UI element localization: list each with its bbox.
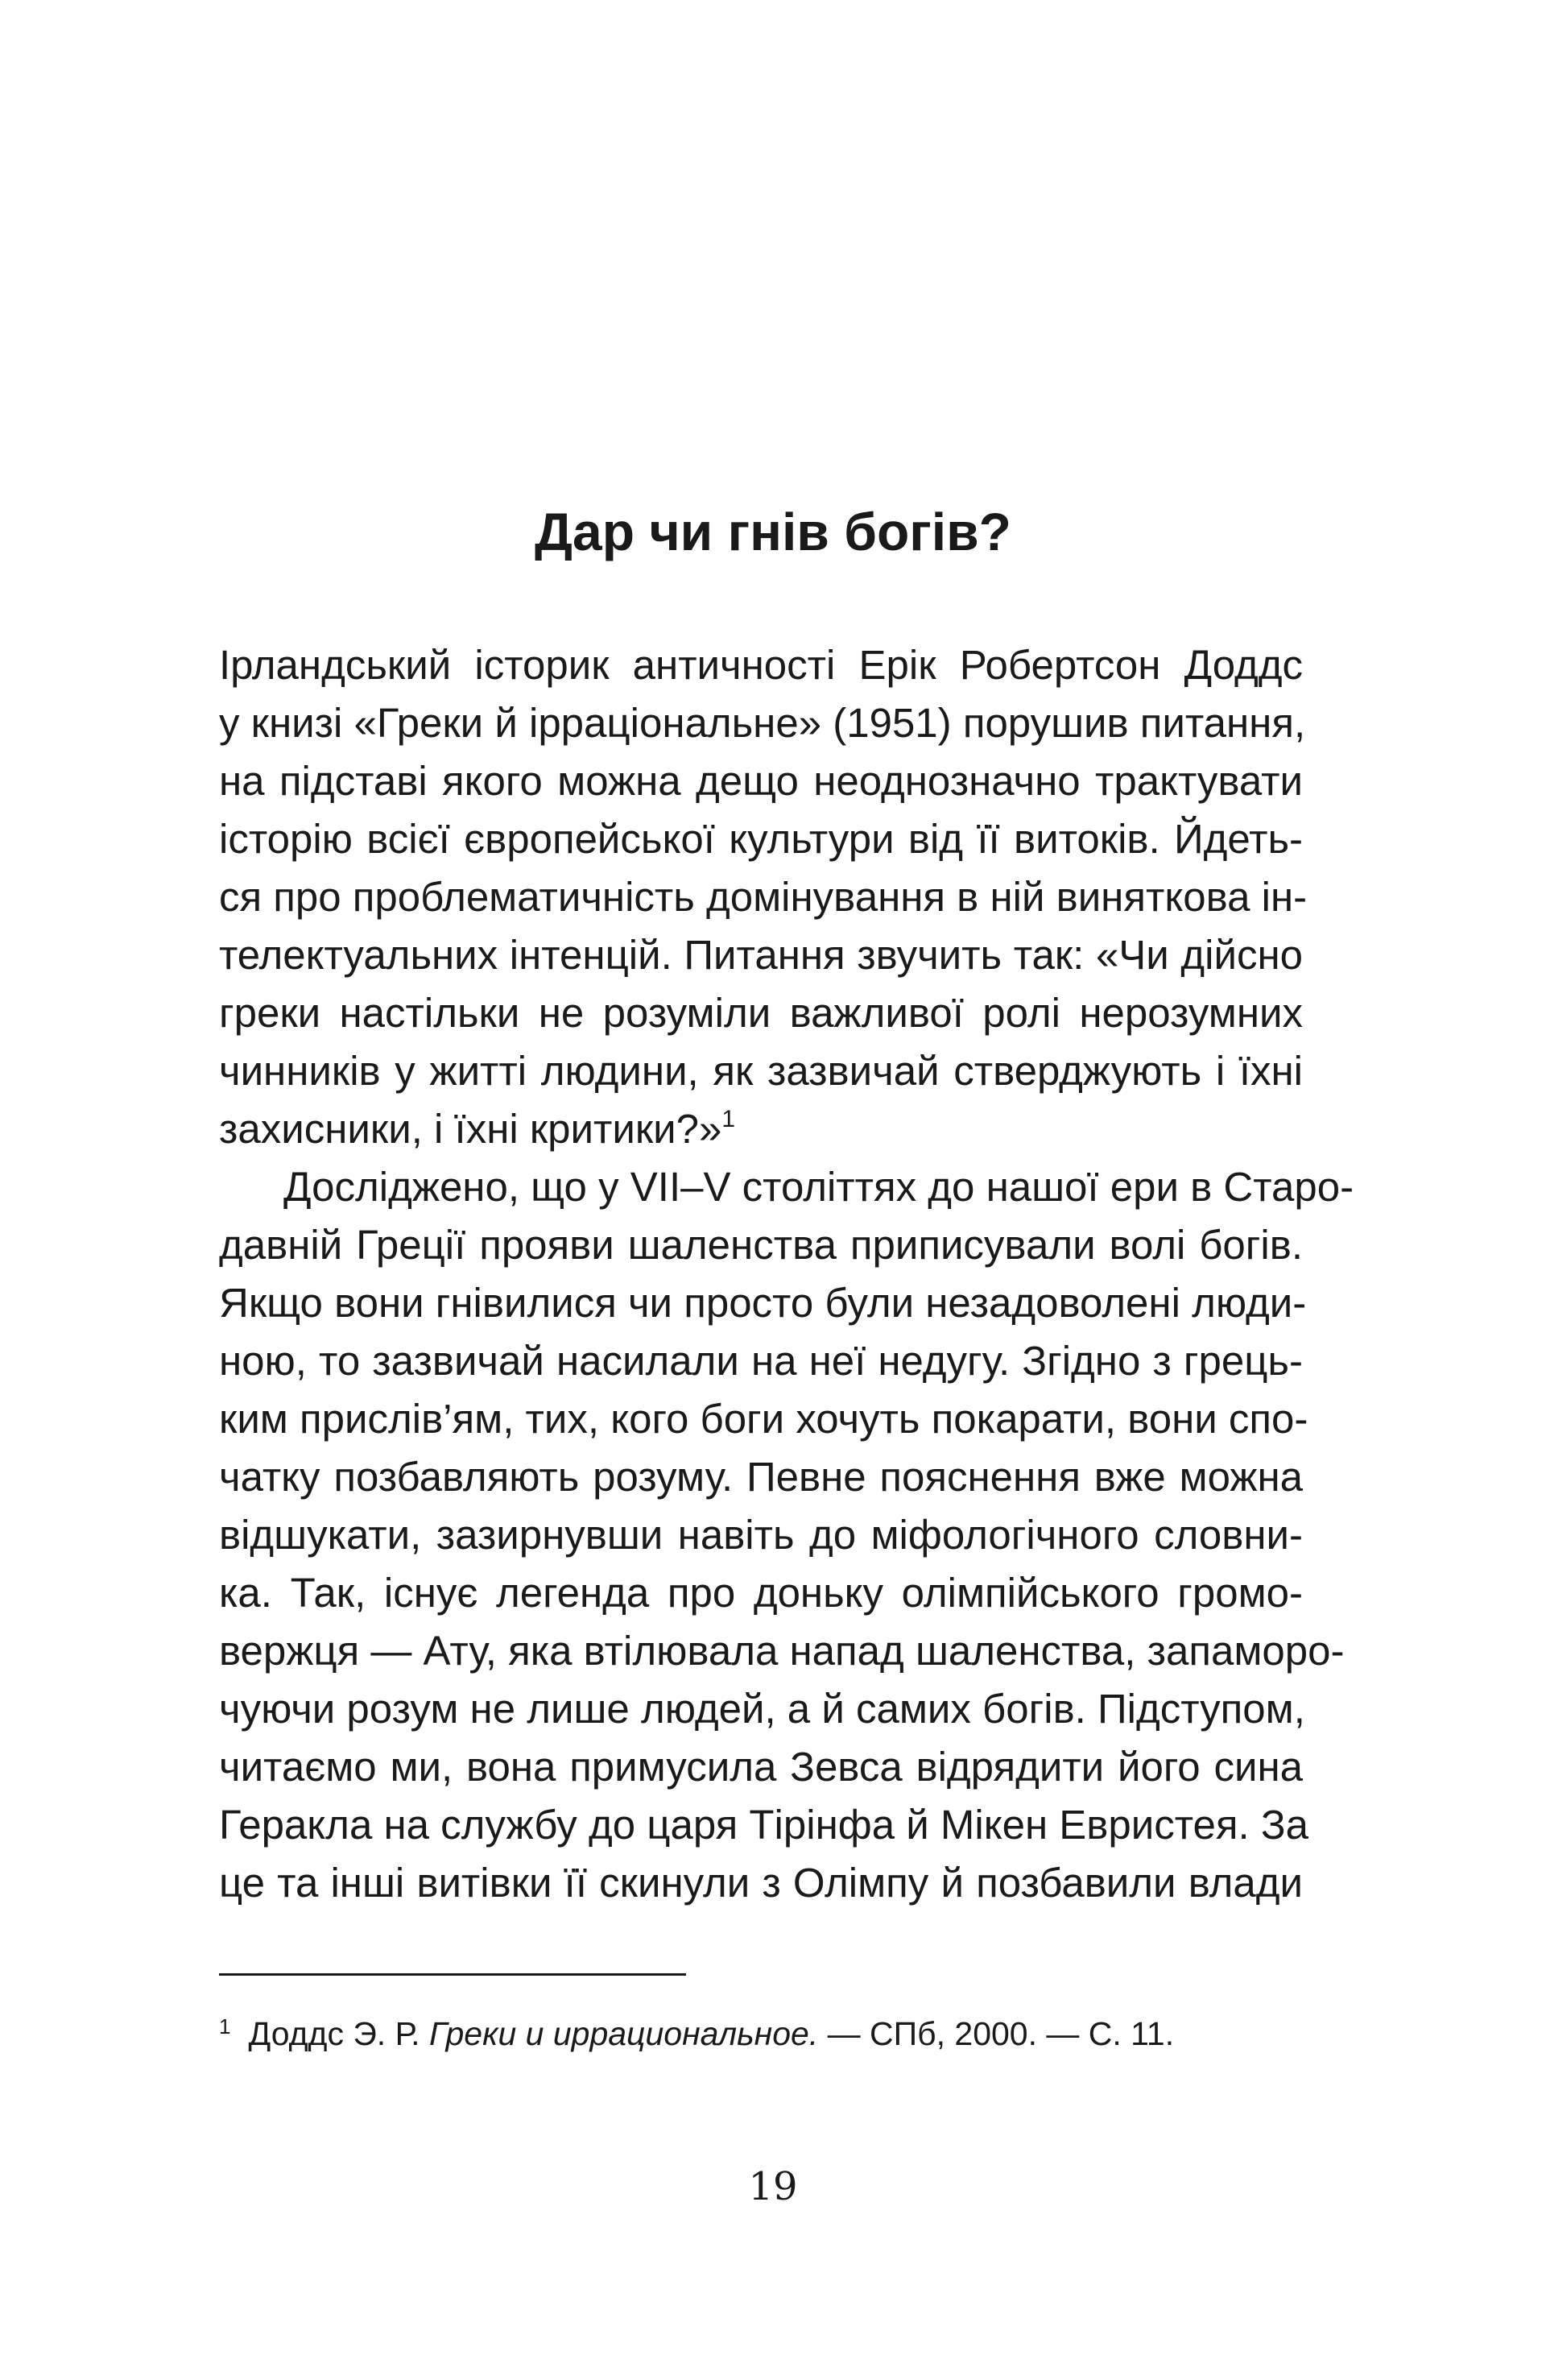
- text-line: це та інші витівки її скинули з Олімпу й позбавили влади: [219, 1860, 1303, 1906]
- text-line: чатку позбавляють розуму. Певне пояснення вже можна: [219, 1454, 1303, 1500]
- text-line: ким прислів’ям, тих, кого боги хочуть покарати, вони спо-: [219, 1396, 1308, 1442]
- text-line: Геракла на службу до царя Тірінфа й Мікен Евристея. За: [219, 1802, 1309, 1848]
- footnote-title: Греки и иррациональное.: [428, 2015, 819, 2052]
- text-line: у книзі «Греки й ірраціональне» (1951) порушив питання,: [219, 700, 1306, 746]
- text-line: вержця — Ату, яка втілювала напад шаленства, запаморо-: [219, 1628, 1345, 1674]
- text-line: чинників у житті людини, як зазвичай стверджують і їхні: [219, 1048, 1303, 1094]
- text-line: чуючи розум не лише людей, а й самих богів. Підступом,: [219, 1686, 1305, 1732]
- text-line-paragraph-end: [219, 1100, 1303, 1158]
- footnote-reference[interactable]: 1: [721, 1106, 736, 1132]
- footnote-number: 1: [219, 2014, 231, 2039]
- page-number: 19: [748, 2164, 798, 2209]
- text-line-content: захисники, і їхні критики?»: [219, 1106, 722, 1152]
- footnote-details: — СПб, 2000. — С. 11.: [827, 2015, 1175, 2052]
- text-line: ся про проблематичність домінування в ній виняткова ін-: [219, 874, 1308, 920]
- text-line: на підставі якого можна дещо неоднозначно трактувати: [219, 758, 1303, 804]
- text-line: давній Греції прояви шаленства приписували волі богів.: [219, 1222, 1303, 1268]
- text-line: ною, то зазвичай насилали на неї недугу. Згідно з грець-: [219, 1338, 1303, 1384]
- text-line: Ірландський історик античності Ерік Робертсон Доддс: [219, 642, 1303, 688]
- text-line: телектуальних інтенцій. Питання звучить так: «Чи дійсно: [219, 932, 1303, 978]
- footnote: [219, 2004, 1303, 2056]
- text-line: відшукати, зазирнувши навіть до міфологічного словни-: [219, 1512, 1303, 1558]
- chapter-title: Дар чи гнів богів?: [534, 502, 1011, 561]
- footnote-divider: [219, 1973, 686, 1976]
- text-line: історію всієї європейської культури від її витоків. Йдеть-: [219, 816, 1303, 862]
- text-line: греки настільки не розуміли важливої ролі нерозумних: [219, 990, 1303, 1036]
- text-line: читаємо ми, вона примусила Зевса відрядити його сина: [219, 1744, 1303, 1790]
- text-line: Якщо вони гнівилися чи просто були незадоволені люди-: [219, 1280, 1307, 1326]
- footnote-author: Доддс Э. Р.: [248, 2015, 420, 2052]
- text-line-paragraph-start: Досліджено, що у VII–V століттях до нашої ери в Старо-: [283, 1164, 1354, 1210]
- text-line: ка. Так, існує легенда про доньку олімпійського громо-: [219, 1570, 1303, 1616]
- body-text: [219, 636, 1354, 1912]
